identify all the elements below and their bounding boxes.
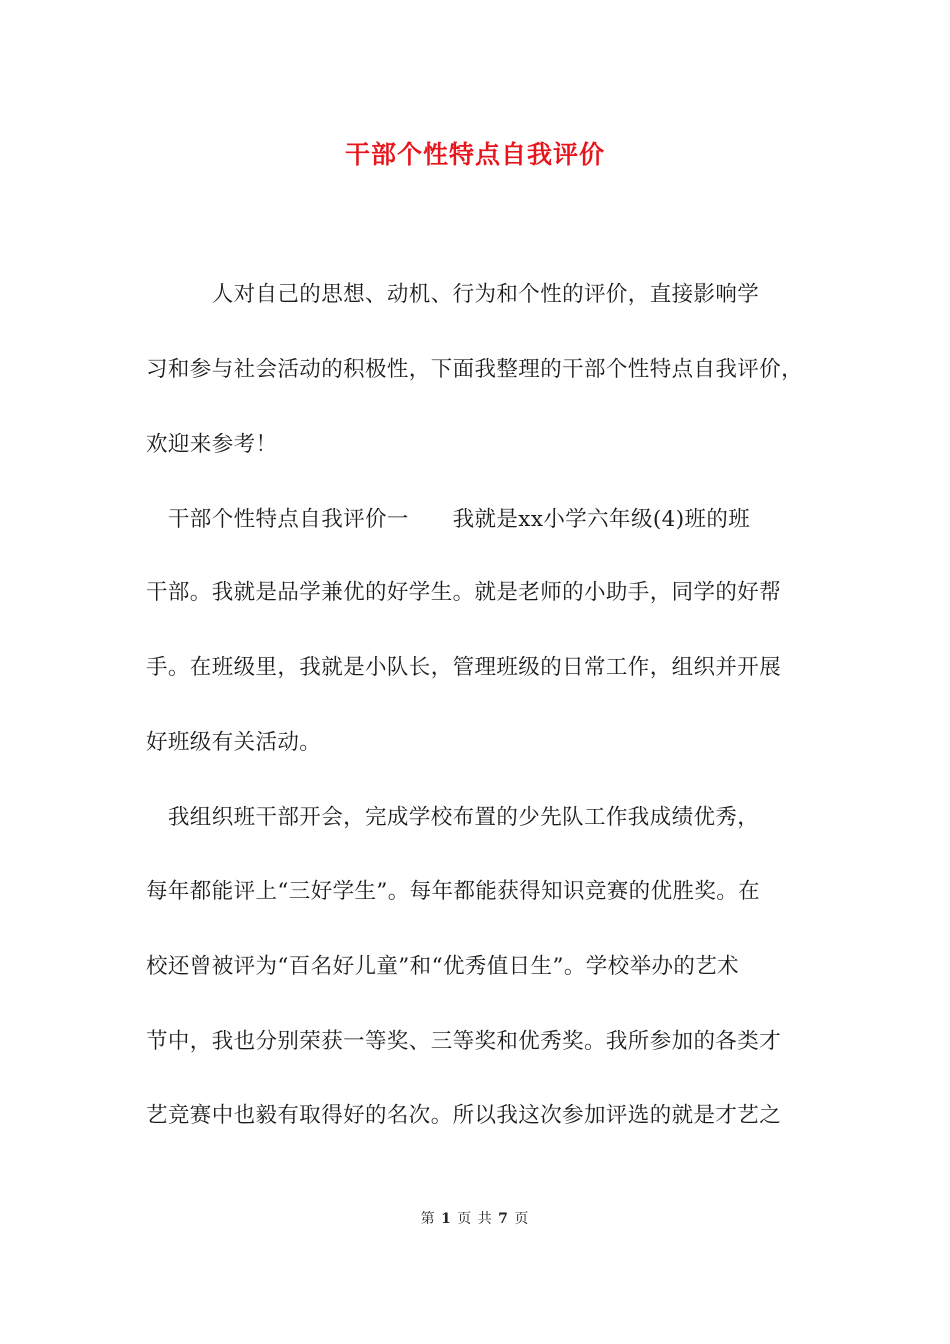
current-page-number: 1 — [441, 1211, 452, 1227]
paragraph-line: 艺竞赛中也毅有取得好的名次。所以我这次参加评选的就是才艺之 — [146, 1103, 782, 1128]
total-page-number: 7 — [498, 1211, 509, 1227]
paragraph-line: 好班级有关活动。 — [146, 730, 322, 755]
page-number-footer — [0, 1208, 950, 1228]
paragraph-line: 校还曾被评为“百名好儿童”和“优秀值日生”。学校举办的艺术 — [146, 954, 740, 979]
footer-suffix: 页 — [514, 1211, 530, 1227]
footer-middle: 页 共 — [457, 1211, 493, 1227]
paragraph-line: 我组织班干部开会，完成学校布置的少先队工作我成绩优秀， — [146, 805, 760, 830]
paragraph-line: 节中，我也分别荣获一等奖、三等奖和优秀奖。我所参加的各类才 — [146, 1029, 782, 1054]
document-title: 干部个性特点自我评价 — [344, 140, 605, 169]
footer-prefix: 第 — [420, 1211, 436, 1227]
paragraph-line: 欢迎来参考！ — [146, 432, 278, 457]
paragraph-line: 干部。我就是品学兼优的好学生。就是老师的小助手，同学的好帮 — [146, 580, 782, 605]
paragraph-line: 每年都能评上“三好学生”。每年都能获得知识竞赛的优胜奖。在 — [146, 879, 761, 904]
paragraph-line: 人对自己的思想、动机、行为和个性的评价，直接影响学 — [146, 282, 760, 307]
paragraph-line: 干部个性特点自我评价一 我就是xx小学六年级(4)班的班 — [146, 507, 751, 532]
paragraph-line: 习和参与社会活动的积极性，下面我整理的干部个性特点自我评价， — [146, 357, 804, 382]
paragraph-line: 手。在班级里，我就是小队长，管理班级的日常工作，组织并开展 — [146, 655, 782, 680]
